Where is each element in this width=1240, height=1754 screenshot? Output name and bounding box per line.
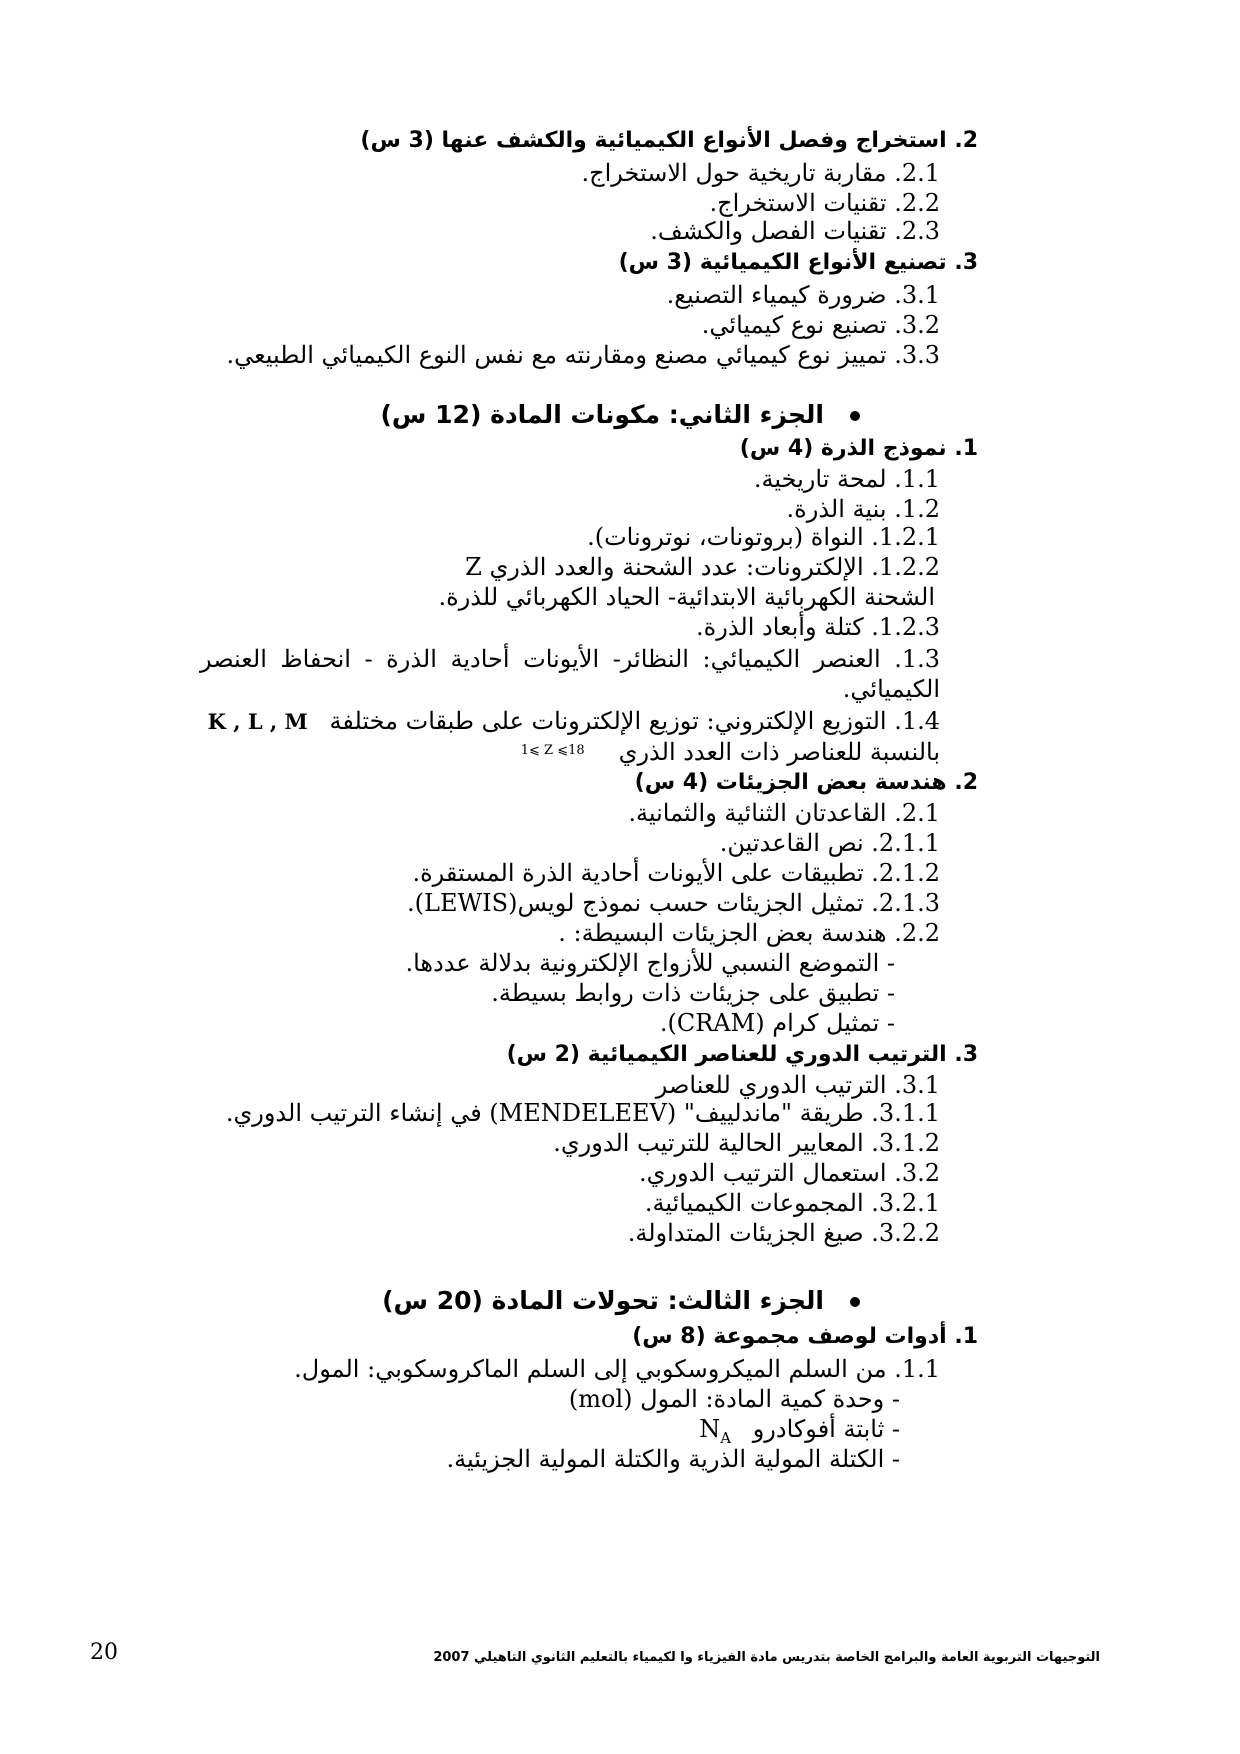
item-1-3: 1.3. العنصر الكيميائي: النظائر- الأيونات أحادية الذرة - انحفاظ العنصر: [200, 645, 940, 673]
item-2-1-1: 2.1.1. نص القاعدتين.: [719, 829, 940, 857]
item-1-2-1: 1.2.1. النواة (بروتونات، نوترونات).: [587, 523, 940, 551]
molecule-geometry-title: 2. هندسة بعض الجزيئات (4 س): [634, 770, 978, 795]
item-3-3: 3.3. تمييز نوع كيميائي مصنع ومقارنته مع نفس النوع الكيميائي الطبيعي.: [226, 341, 940, 369]
part-3-title: الجزء الثالث: تحولات المادة (20 س): [382, 1286, 824, 1315]
item-2-1: 2.1. مقاربة تاريخية حول الاستخراج.: [581, 159, 940, 187]
tools-title: 1. أدوات لوصف مجموعة (8 س): [632, 1324, 978, 1349]
item-1-2-3: 1.2.3. كتلة وأبعاد الذرة.: [696, 613, 940, 641]
item-1-3-continued: الكيميائي.: [842, 675, 940, 703]
item-3-1-2: 3.1.2. المعايير الحالية للترتيب الدوري.: [553, 1129, 940, 1157]
section-2-title: 2. استخراج وفصل الأنواع الكيميائية والكشف عنها (3 س): [360, 128, 978, 153]
item-1-2-2: 1.2.2. الإلكترونات: عدد الشحنة والعدد الذري Z: [465, 553, 940, 581]
item-1-2: 1.2. بنية الذرة.: [786, 495, 940, 523]
item-3-1-1: 3.1.1. طريقة "ماندلييف" (MENDELEEV) في إنشاء الترتيب الدوري.: [225, 1099, 940, 1127]
part-2-heading: [381, 398, 861, 432]
item-3-1: 3.1. ضرورة كيمياء التصنيع.: [666, 281, 940, 309]
item-1-4-text: 1.4. التوزيع الإلكتروني: توزيع الإلكترونات على طبقات مختلفة: [329, 707, 940, 735]
avogadro-label: - ثابتة أفوكادرو: [752, 1415, 900, 1443]
item-2-1-rules: 2.1. القاعدتان الثنائية والثمانية.: [628, 799, 940, 827]
part-3-heading: [382, 1284, 860, 1318]
item-3-2-2: 3.2.2. صيغ الجزيئات المتداولة.: [627, 1219, 940, 1247]
item-1-2-2-continued: الشحنة الكهربائية الابتدائية- الحياد الكهربائي للذرة.: [438, 583, 935, 611]
electron-shells: K , L , M: [207, 709, 308, 734]
item-2-1-3: 2.1.3. تمثيل الجزيئات حسب نموذج لويس(LEWIS).: [407, 889, 940, 917]
part-2-title: الجزء الثاني: مكونات المادة (12 س): [380, 400, 824, 429]
avogadro-symbol: $N_A$: [699, 1415, 732, 1447]
dash-item-molar-mass: - الكتلة المولية الذرية والكتلة المولية الجزيئية.: [446, 1445, 900, 1473]
section-3-title: 3. تصنيع الأنواع الكيميائية (3 س): [618, 250, 978, 275]
atom-model-title: 1. نموذج الذرة (4 س): [739, 436, 978, 461]
item-2-2: 2.2. تقنيات الاستخراج.: [709, 189, 940, 217]
item-3-2: 3.2. تصنيع نوع كيميائي.: [701, 311, 940, 339]
dash-item-mol-unit: - وحدة كمية المادة: المول (mol): [568, 1385, 900, 1413]
atomic-number-range: 1⩽ Z ⩽18: [520, 743, 585, 758]
item-3-1-periodic: 3.1. الترتيب الدوري للعناصر: [655, 1071, 940, 1099]
dash-item-electron-pairs: - التموضع النسبي للأزواج الإلكترونية بدلالة عددها.: [405, 949, 895, 977]
item-3-2-usage: 3.2. استعمال الترتيب الدوري.: [638, 1159, 940, 1187]
periodic-table-title: 3. الترتيب الدوري للعناصر الكيميائية (2 س): [506, 1042, 978, 1067]
item-1-1-mole: 1.1. من السلم الميكروسكوبي إلى السلم الماكروسكوبي: المول.: [294, 1355, 940, 1383]
dash-item-cram: - تمثيل كرام (CRAM).: [659, 1009, 895, 1037]
item-2-1-2: 2.1.2. تطبيقات على الأيونات أحادية الذرة المستقرة.: [412, 859, 940, 887]
dash-item-simple-bonds: - تطبيق على جزيئات ذات روابط بسيطة.: [491, 979, 895, 1007]
item-3-2-1: 3.2.1. المجموعات الكيميائية.: [644, 1189, 940, 1217]
page-number: 20: [90, 1640, 118, 1665]
item-1-4-continued-text: بالنسبة للعناصر ذات العدد الذري: [618, 738, 940, 766]
item-2-2-geometry: 2.2. هندسة بعض الجزيئات البسيطة: .: [558, 919, 940, 947]
footer-text: التوجيهات التربوية العامة والبرامج الخاصة بتدريس مادة الفيزياء وا لكيمياء بالتعليم الثانوي التاهيلي 2007: [433, 1650, 1100, 1665]
item-2-3: 2.3. تقنيات الفصل والكشف.: [650, 217, 940, 245]
item-1-1: 1.1. لمحة تاريخية.: [753, 465, 940, 493]
item-1-4-continued: [521, 734, 940, 769]
bullet-icon: [850, 411, 860, 421]
bullet-icon: [850, 1297, 860, 1307]
